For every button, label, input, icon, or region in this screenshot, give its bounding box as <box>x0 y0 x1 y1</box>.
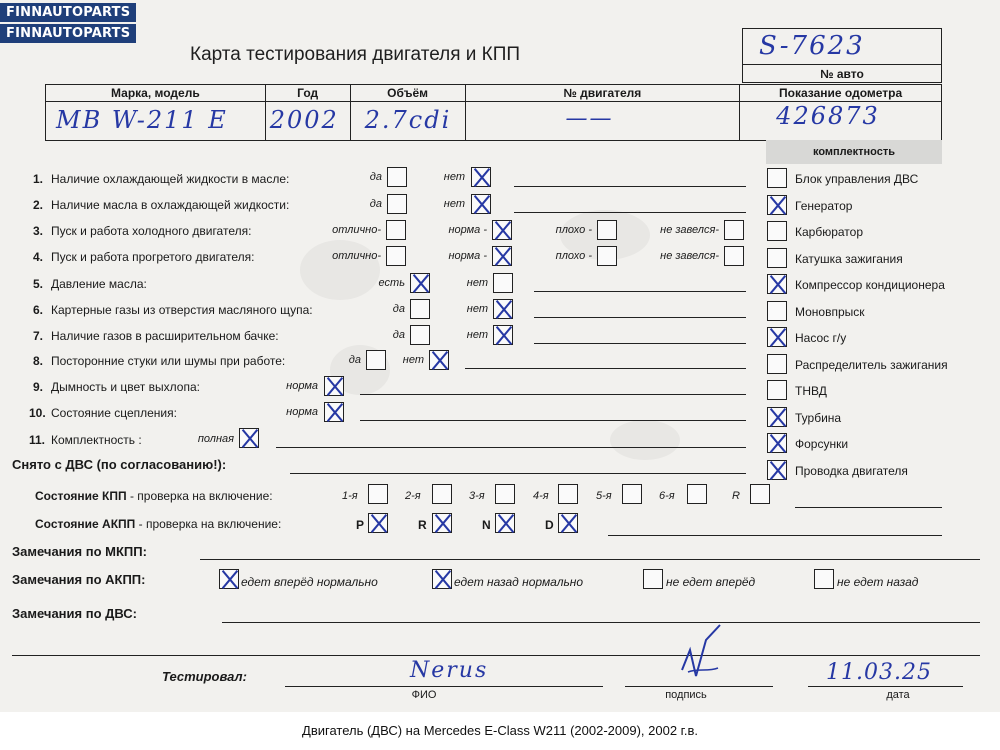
checkbox-normal[interactable] <box>492 246 512 266</box>
option-label: да <box>369 171 382 183</box>
gear-label: N <box>482 518 491 532</box>
table-header: Год <box>265 85 350 102</box>
option-label: отлично- <box>332 224 381 236</box>
gear-checkbox[interactable] <box>432 484 452 504</box>
fill-line <box>514 186 746 187</box>
date-label: дата <box>886 689 910 701</box>
gear-label: 4-я <box>533 490 549 502</box>
checkbox-no-start[interactable] <box>724 246 744 266</box>
gear-label: D <box>545 518 554 532</box>
component-checkbox[interactable] <box>767 168 787 188</box>
check-number: 9. <box>33 380 44 394</box>
check-label: Пуск и работа прогретого двигателя: <box>51 250 255 264</box>
checkbox-no[interactable] <box>471 194 491 214</box>
gear-label: P <box>356 518 365 532</box>
component-checkbox[interactable] <box>767 221 787 241</box>
component-label: Компрессор кондиционера <box>795 278 945 292</box>
checkbox-excellent[interactable] <box>386 246 406 266</box>
checkbox-no-start[interactable] <box>724 220 744 240</box>
gear-checkbox[interactable] <box>558 484 578 504</box>
component-label: Турбина <box>795 410 842 425</box>
fill-line <box>276 447 746 448</box>
check-number: 6. <box>33 303 44 317</box>
checkbox-bad[interactable] <box>597 246 617 266</box>
gear-checkbox[interactable] <box>750 484 770 504</box>
table-header: № двигателя <box>465 85 740 102</box>
checkbox-reverse-ok[interactable] <box>432 569 452 589</box>
gear-checkbox[interactable] <box>622 484 642 504</box>
component-checkbox[interactable] <box>767 407 787 427</box>
checkbox-bad[interactable] <box>597 220 617 240</box>
component-checkbox[interactable] <box>767 460 787 480</box>
vehicle-number-value: S-7623 <box>759 31 865 61</box>
option-label: норма - <box>448 224 487 236</box>
table-header: Объём <box>350 85 465 102</box>
odometer-value: 426873 <box>776 102 880 130</box>
option-label: да <box>392 329 405 341</box>
fio-label: ФИО <box>411 689 437 701</box>
option-label: нет <box>443 198 465 210</box>
check-label: Пуск и работа холодного двигателя: <box>51 224 252 238</box>
check-label: Посторонние стуки или шумы при работе: <box>51 354 286 368</box>
checkbox-yes[interactable] <box>366 350 386 370</box>
check-label: Состояние сцепления: <box>51 406 177 420</box>
option-label: да <box>369 198 382 210</box>
fill-line <box>285 686 603 687</box>
test-date: 11.03.25 <box>826 660 932 685</box>
table-cell <box>740 102 942 141</box>
check-number: 3. <box>33 224 44 238</box>
engine-volume-value: 2.7cdi <box>364 106 452 134</box>
component-checkbox[interactable] <box>767 195 787 215</box>
checkbox-no[interactable] <box>493 299 513 319</box>
option-label: норма <box>286 406 318 418</box>
gear-label: 2-я <box>405 490 421 502</box>
fill-line <box>808 686 963 687</box>
option-label: нет <box>402 354 424 366</box>
remarks-dvs-label: Замечания по ДВС: <box>12 606 137 621</box>
fill-line <box>534 317 746 318</box>
check-number: 4. <box>33 250 44 264</box>
check-number: 11. <box>29 433 46 447</box>
gear-checkbox[interactable] <box>495 513 515 533</box>
gear-label: 6-я <box>659 490 675 502</box>
vehicle-number-label: № авто <box>743 64 941 82</box>
akpp-label: Состояние АКПП - проверка на включение: <box>35 517 282 531</box>
gear-label: R <box>732 490 740 502</box>
option-label: плохо - <box>555 224 592 236</box>
check-label: Наличие газов в расширительном бачке: <box>51 329 279 343</box>
check-label: Наличие масла в охлаждающей жидкости: <box>51 198 290 212</box>
option-label: да <box>348 354 361 366</box>
fill-line <box>12 655 980 656</box>
component-label: Блок управления ДВС <box>795 172 919 186</box>
gear-checkbox[interactable] <box>368 513 388 533</box>
gear-label: 5-я <box>596 490 612 502</box>
option-label: едет назад нормально <box>454 575 584 589</box>
component-label: Моновпрыск <box>795 304 865 319</box>
table-cell <box>265 102 350 141</box>
check-number: 10. <box>29 406 46 420</box>
check-label: Давление масла: <box>51 277 147 291</box>
page-title: Карта тестирования двигателя и КПП <box>190 44 521 65</box>
fill-line <box>534 343 746 344</box>
fill-line <box>465 368 746 369</box>
fill-line <box>360 420 746 421</box>
fill-line <box>200 559 980 560</box>
checkbox-no-forward[interactable] <box>643 569 663 589</box>
remarks-mkpp-label: Замечания по МКПП: <box>12 544 147 559</box>
checkbox-yes[interactable] <box>387 194 407 214</box>
fill-line <box>514 212 746 213</box>
checkbox-present[interactable] <box>410 273 430 293</box>
table-header: Показание одометра <box>740 85 942 102</box>
checkbox-excellent[interactable] <box>386 220 406 240</box>
component-checkbox[interactable] <box>767 248 787 268</box>
vehicle-number-box <box>742 28 942 83</box>
table-cell <box>46 102 266 141</box>
vehicle-info-table <box>45 84 942 141</box>
option-label: нет <box>466 303 488 315</box>
checkbox-no[interactable] <box>493 325 513 345</box>
check-number: 2. <box>33 198 44 212</box>
table-cell <box>465 102 740 141</box>
gear-checkbox[interactable] <box>368 484 388 504</box>
option-label: не едет назад <box>837 575 919 589</box>
table-cell <box>350 102 465 141</box>
checkbox-yes[interactable] <box>410 325 430 345</box>
check-label: Комплектность : <box>51 433 142 447</box>
check-label: Дымность и цвет выхлопа: <box>51 380 200 394</box>
option-label: не завелся- <box>660 224 719 236</box>
option-label: да <box>392 303 405 315</box>
checkbox-normal[interactable] <box>324 402 344 422</box>
option-label: нет <box>443 171 465 183</box>
checkbox-yes[interactable] <box>410 299 430 319</box>
make-model-value: МВ W-211 Е <box>56 106 228 134</box>
tester-name: Nerus <box>410 658 489 683</box>
watermark-logo: FINNAUTOPARTS <box>0 3 136 22</box>
component-checkbox[interactable] <box>767 433 787 453</box>
fill-line <box>360 394 746 395</box>
gear-label: 3-я <box>469 490 485 502</box>
checkbox-forward-ok[interactable] <box>219 569 239 589</box>
signature-mark <box>668 620 728 690</box>
year-value: 2002 <box>269 106 339 134</box>
option-label: едет вперёд нормально <box>241 575 378 589</box>
watermark-logo: FINNAUTOPARTS <box>0 24 136 43</box>
component-label: Катушка зажигания <box>795 251 903 266</box>
option-label: есть <box>378 277 405 289</box>
check-number: 7. <box>33 329 44 343</box>
checkbox-yes[interactable] <box>387 167 407 187</box>
fill-line <box>290 473 746 474</box>
completeness-header: комплектность <box>766 140 942 164</box>
kpp-label: Состояние КПП - проверка на включение: <box>35 489 273 503</box>
component-label: Насос г/у <box>795 331 847 345</box>
component-checkbox[interactable] <box>767 327 787 347</box>
gear-checkbox[interactable] <box>495 484 515 504</box>
checkbox-normal[interactable] <box>492 220 512 240</box>
option-label: нет <box>466 329 488 341</box>
checkbox-no[interactable] <box>471 167 491 187</box>
fill-line <box>222 622 980 623</box>
checkbox-normal[interactable] <box>324 376 344 396</box>
check-number: 1. <box>33 172 44 186</box>
option-label: плохо - <box>555 250 592 262</box>
fill-line <box>625 686 773 687</box>
component-label: Генератор <box>795 198 853 213</box>
engine-number-value: —— <box>565 106 614 131</box>
component-label: ТНВД <box>795 384 827 398</box>
gear-label: 1-я <box>342 490 358 502</box>
gear-checkbox[interactable] <box>687 484 707 504</box>
option-label: норма <box>286 380 318 392</box>
check-number: 8. <box>33 354 44 368</box>
check-number: 5. <box>33 277 44 291</box>
fill-line <box>795 507 942 508</box>
checkbox-no-reverse[interactable] <box>814 569 834 589</box>
signature-label: подпись <box>665 689 707 701</box>
component-label: Распределитель зажигания <box>795 357 948 372</box>
check-label: Наличие охлаждающей жидкости в масле: <box>51 172 290 186</box>
fill-line <box>608 535 942 536</box>
component-label: Форсунки <box>795 437 849 451</box>
option-label: норма - <box>448 250 487 262</box>
gear-checkbox[interactable] <box>432 513 452 533</box>
tested-by-label: Тестировал: <box>162 669 247 684</box>
component-label: Карбюратор <box>795 225 864 239</box>
checkbox-no[interactable] <box>429 350 449 370</box>
gear-label: R <box>418 518 427 532</box>
checkbox-no[interactable] <box>493 273 513 293</box>
option-label: нет <box>466 277 488 289</box>
gear-checkbox[interactable] <box>558 513 578 533</box>
fill-line <box>534 291 746 292</box>
option-label: отлично- <box>332 250 381 262</box>
option-label: не едет вперёд <box>666 575 756 589</box>
component-label: Проводка двигателя <box>795 463 908 478</box>
option-label: не завелся- <box>660 250 719 262</box>
remarks-akpp-label: Замечания по АКПП: <box>12 572 146 587</box>
option-label: полная <box>197 433 234 445</box>
removed-label: Снято с ДВС (по согласованию!): <box>12 457 227 472</box>
checkbox-full[interactable] <box>239 428 259 448</box>
component-checkbox[interactable] <box>767 380 787 400</box>
component-checkbox[interactable] <box>767 274 787 294</box>
component-checkbox[interactable] <box>767 301 787 321</box>
check-label: Картерные газы из отверстия масляного щупа: <box>51 303 313 317</box>
table-header: Марка, модель <box>46 85 266 102</box>
image-caption: Двигатель (ДВС) на Mercedes E-Class W211 (2002-2009), 2002 г.в. <box>0 712 1000 750</box>
component-checkbox[interactable] <box>767 354 787 374</box>
